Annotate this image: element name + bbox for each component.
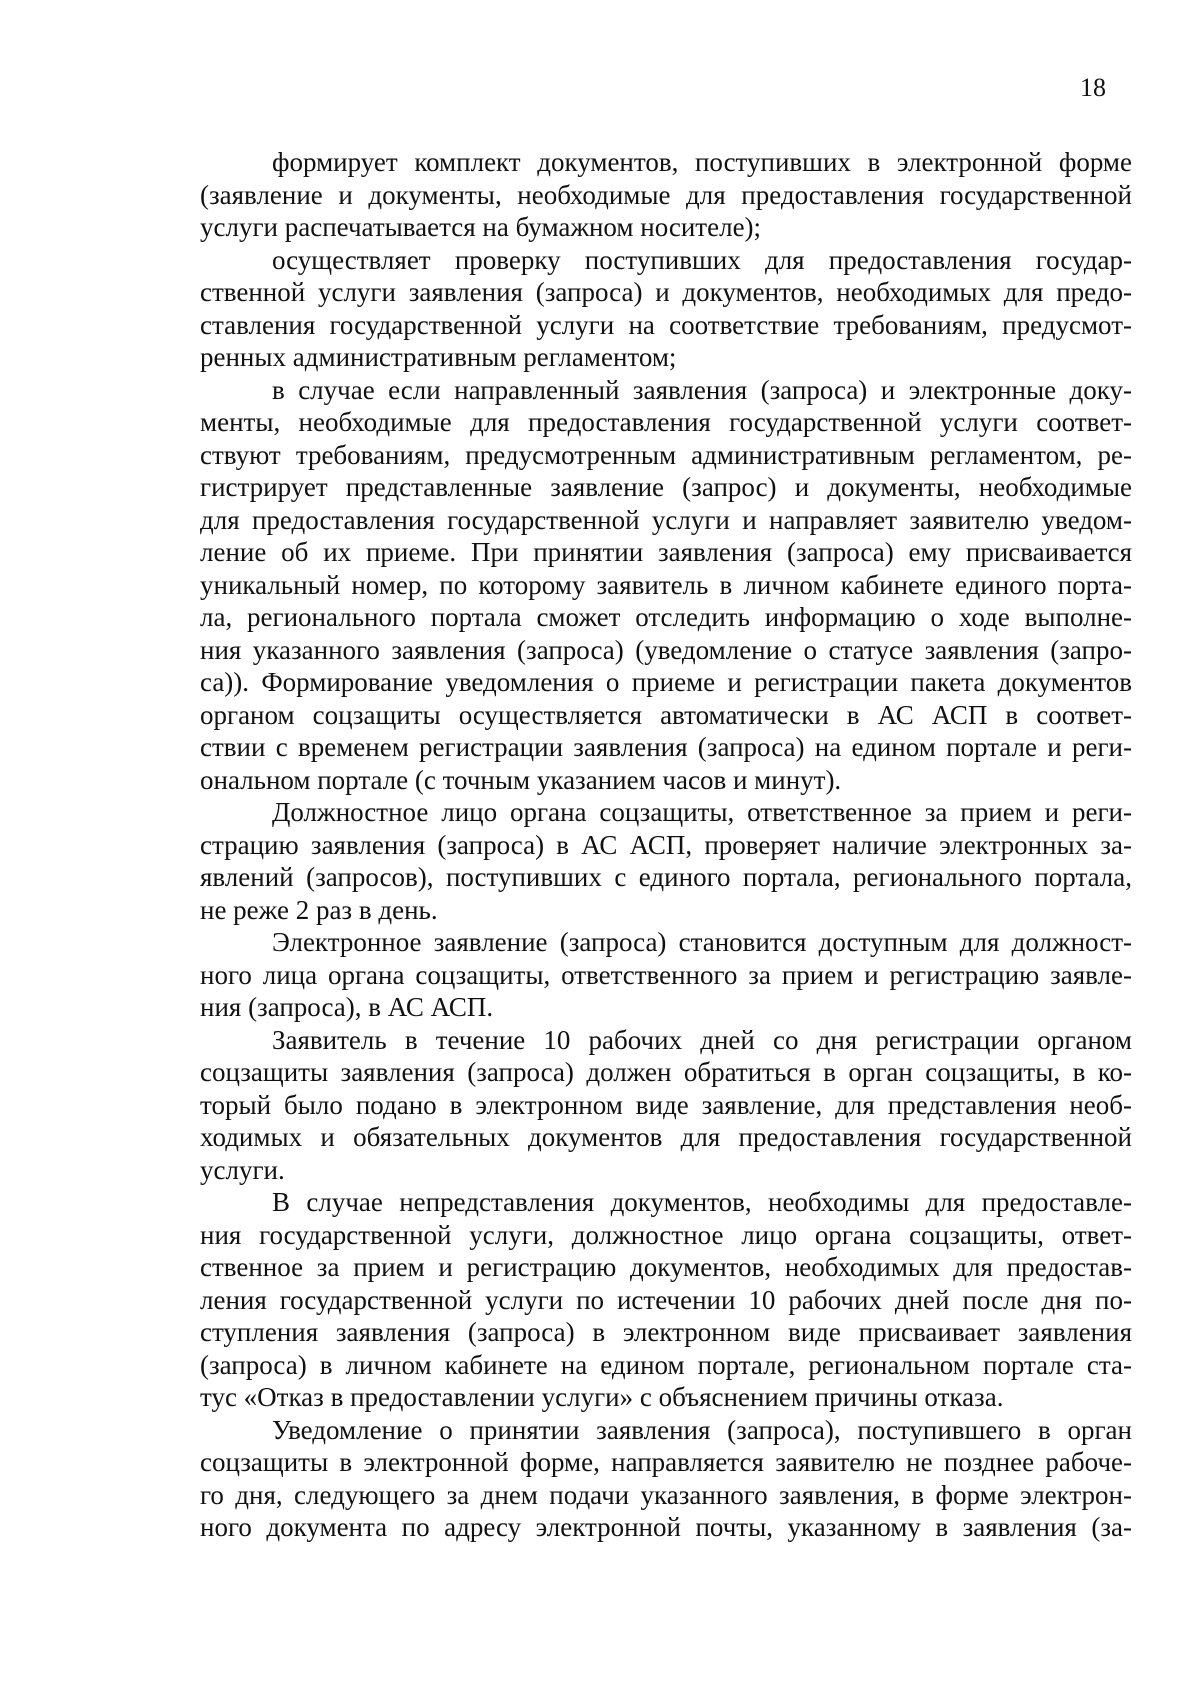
text-line: услуги.	[200, 1154, 285, 1185]
paragraph	[200, 1024, 1132, 1187]
text-line: ла, регионального портала сможет отследить информацию о ходе выполне-	[200, 602, 1132, 632]
text-line: не реже 2 раз в день.	[200, 894, 438, 925]
text-line: (заявление и документы, необходимые для предоставления государственной	[200, 179, 1132, 210]
page-number: 18	[1080, 73, 1106, 102]
text-line: ступления заявления (запроса) в электронном виде присваивает заявления	[200, 1317, 1132, 1347]
text-line: менты, необходимые для предоставления государственной услуги соответ-	[200, 407, 1132, 437]
text-line: ствии с временем регистрации заявления (запроса) на едином портале и реги-	[200, 732, 1132, 762]
text-line: ренных административным регламентом;	[200, 342, 677, 372]
text-line: в случае если направленный заявления (запроса) и электронные доку-	[272, 374, 1132, 405]
text-line: осуществляет проверку поступивших для предоставления государ-	[272, 244, 1132, 275]
text-line: ональном портале (с точным указанием часов и минут).	[200, 764, 842, 795]
text-line: уникальный номер, по которому заявитель в личном кабинете единого порта-	[200, 569, 1132, 600]
text-line: тус «Отказ в предоставлении услуги» с объяснением причины отказа.	[200, 1382, 1004, 1412]
text-line: ного лица органа соцзащиты, ответственного за прием и регистрацию заявле-	[200, 959, 1132, 990]
text-line: ния государственной услуги, должностное лицо органа соцзащиты, ответ-	[200, 1219, 1132, 1250]
text-line: для предоставления государственной услуги и направляет заявителю уведом-	[200, 504, 1132, 535]
text-line: В случае непредставления документов, необходимы для предоставле-	[272, 1187, 1132, 1217]
paragraph	[200, 374, 1132, 797]
paragraph	[200, 244, 1132, 374]
text-line: ствуют требованиям, предусмотренным административным регламентом, ре-	[200, 439, 1132, 470]
paragraph	[200, 146, 1132, 244]
text-line: Уведомление о принятии заявления (запроса), поступившего в орган	[272, 1414, 1132, 1445]
text-line: страцию заявления (запроса) в АС АСП, проверяет наличие электронных за-	[200, 829, 1132, 860]
text-line: Должностное лицо органа соцзащиты, ответственное за прием и реги-	[272, 797, 1132, 827]
text-line: соцзащиты в электронной форме, направляется заявителю не позднее рабоче-	[200, 1447, 1132, 1477]
text-line: услуги распечатывается на бумажном носителе);	[200, 212, 762, 242]
text-line: Заявитель в течение 10 рабочих дней со дня регистрации органом	[272, 1024, 1132, 1055]
paragraph	[200, 1186, 1132, 1414]
text-line: ственной услуги заявления (запроса) и документов, необходимых для предо-	[200, 277, 1132, 307]
text-line: ления государственной услуги по истечении 10 рабочих дней после дня по-	[200, 1284, 1132, 1315]
text-line: гистрирует представленные заявление (запрос) и документы, необходимые	[200, 472, 1132, 502]
text-line: са)). Формирование уведомления о приеме и регистрации пакета документов	[200, 667, 1132, 697]
text-line: соцзащиты заявления (запроса) должен обратиться в орган соцзащиты, в ко-	[200, 1057, 1132, 1087]
text-line: (запроса) в личном кабинете на едином портале, региональном портале ста-	[200, 1349, 1132, 1380]
body-text	[200, 146, 1132, 1544]
text-line: явлений (запросов), поступивших с единого портала, регионального портала,	[200, 862, 1132, 892]
text-line: торый было подано в электронном виде заявление, для представления необ-	[200, 1089, 1132, 1120]
text-line: Электронное заявление (запроса) становится доступным для должност-	[272, 927, 1132, 957]
paragraph	[200, 1414, 1132, 1544]
text-line: ного документа по адресу электронной почты, указанному в заявления (за-	[200, 1512, 1132, 1542]
text-line: органом соцзащиты осуществляется автоматически в АС АСП в соответ-	[200, 699, 1132, 730]
text-line: формирует комплект документов, поступивших в электронной форме	[272, 147, 1132, 177]
text-line: ственное за прием и регистрацию документов, необходимых для предостав-	[200, 1252, 1132, 1282]
paragraph	[200, 796, 1132, 926]
text-line: ставления государственной услуги на соответствие требованиям, предусмот-	[200, 309, 1132, 340]
text-line: ление об их приеме. При принятии заявления (запроса) ему присваивается	[200, 537, 1132, 567]
text-line: ния указанного заявления (запроса) (уведомление о статусе заявления (запро-	[200, 634, 1132, 665]
text-line: ходимых и обязательных документов для предоставления государственной	[200, 1122, 1132, 1152]
paragraph	[200, 926, 1132, 1024]
text-line: го дня, следующего за днем подачи указанного заявления, в форме электрон-	[200, 1479, 1132, 1510]
text-line: ния (запроса), в АС АСП.	[200, 992, 494, 1022]
